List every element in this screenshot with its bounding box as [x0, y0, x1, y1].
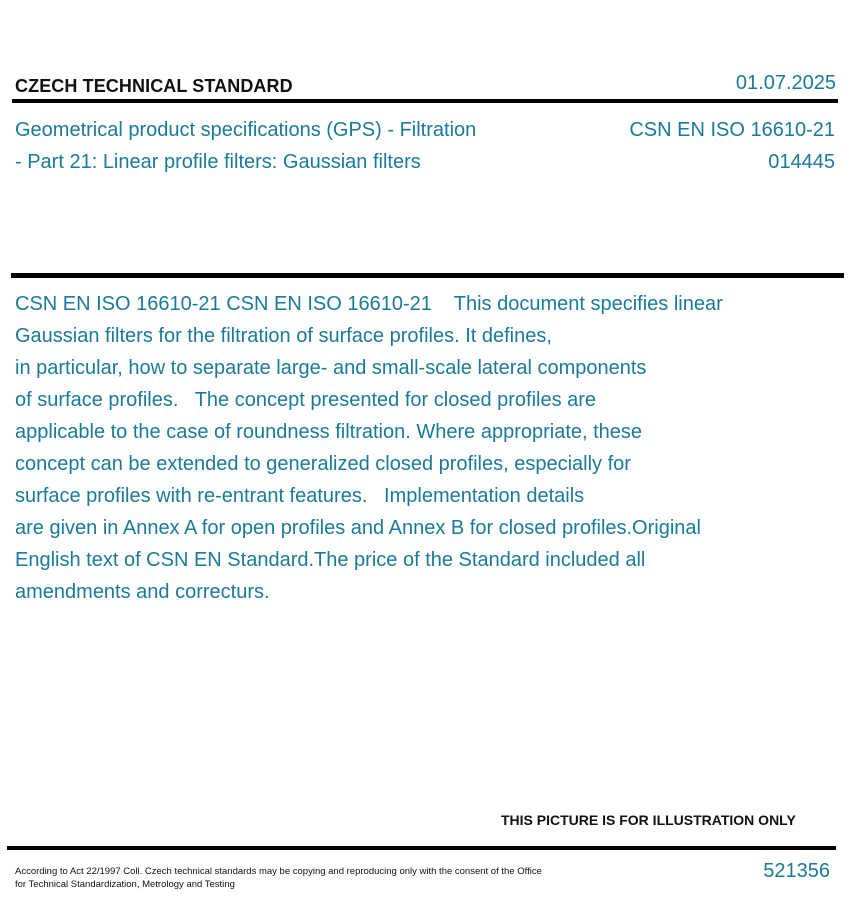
abstract-line: in particular, how to separate large- and small-scale lateral components [15, 357, 647, 379]
abstract-line: are given in Annex A for open profiles and Annex B for closed profiles.Original [15, 517, 701, 539]
document-number: 521356 [763, 860, 830, 882]
bottom-divider [7, 846, 836, 850]
legal-notice [15, 865, 615, 891]
catalog-number: 014445 [768, 151, 835, 173]
top-divider [12, 99, 838, 103]
abstract-line: amendments and correcturs. [15, 581, 270, 603]
standard-identifiers [629, 114, 835, 178]
standard-title-line: Geometrical product specifications (GPS) - Filtration [15, 119, 477, 141]
abstract-line: of surface profiles. The concept presented for closed profiles are [15, 389, 597, 411]
abstract-line: Gaussian filters for the filtration of surface profiles. It defines, [15, 325, 552, 347]
abstract-line: surface profiles with re-entrant features. Implementation details [15, 485, 585, 507]
legal-line: According to Act 22/1997 Coll. Czech technical standards may be copying and reproducing only with the consent of the Office [15, 866, 542, 877]
document-type-heading: CZECH TECHNICAL STANDARD [15, 76, 293, 96]
legal-line: for Technical Standardization, Metrology and Testing [15, 879, 235, 890]
abstract-line: applicable to the case of roundness filtration. Where appropriate, these [15, 421, 643, 443]
abstract-line: English text of CSN EN Standard.The price of the Standard included all [15, 549, 646, 571]
publication-date: 01.07.2025 [735, 72, 836, 94]
abstract-line: concept can be extended to generalized closed profiles, especially for [15, 453, 631, 475]
illustration-disclaimer: THIS PICTURE IS FOR ILLUSTRATION ONLY [501, 812, 796, 828]
abstract-text [15, 288, 835, 608]
standard-code: CSN EN ISO 16610-21 [629, 119, 835, 141]
middle-divider [11, 273, 844, 278]
standard-title [15, 114, 555, 178]
abstract-line: CSN EN ISO 16610-21 CSN EN ISO 16610-21 This document specifies linear [15, 293, 723, 315]
standard-title-line: - Part 21: Linear profile filters: Gaussian filters [15, 151, 421, 173]
